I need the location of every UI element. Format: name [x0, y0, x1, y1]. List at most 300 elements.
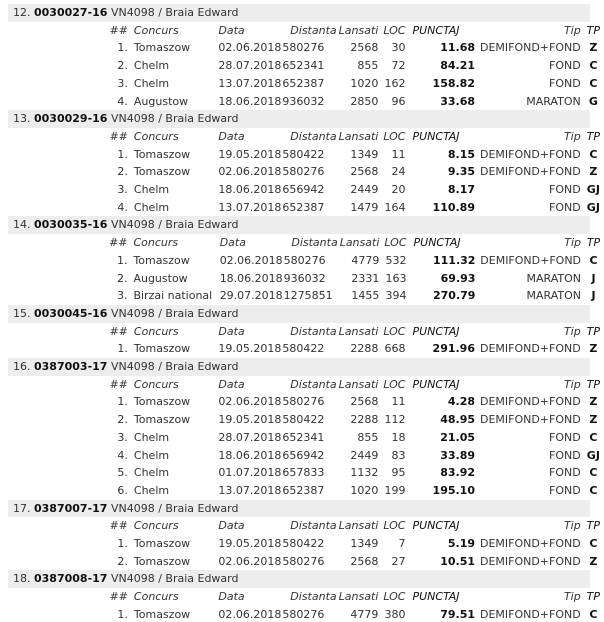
- table-row: [98, 270, 604, 288]
- col-punctaj: PUNCTAJ: [412, 324, 460, 338]
- ring-number: 0030045-16: [34, 306, 108, 320]
- results-table: [98, 376, 604, 500]
- loc-cell: 20: [391, 183, 406, 196]
- lansati-cell: 2568: [350, 41, 379, 55]
- col-tip: Tip: [563, 519, 581, 533]
- tp-cell: C: [589, 466, 598, 480]
- col-distanta: Distanta: [290, 519, 337, 533]
- lansati-cell: 2449: [350, 448, 379, 462]
- distanta-cell: 580276: [282, 165, 325, 179]
- data-cell: 29.07.2018: [219, 289, 283, 303]
- col-data: Data: [218, 129, 245, 143]
- col-tp: TP: [586, 590, 601, 604]
- col-data: Data: [218, 519, 245, 533]
- concurs-cell: Chelm: [133, 59, 170, 73]
- row-number: 3.: [117, 76, 128, 90]
- data-cell: 28.07.2018: [218, 430, 282, 444]
- section-owner: VN4098 / Braia Edward: [110, 572, 239, 586]
- tp-cell: Z: [589, 41, 598, 55]
- tip-cell: DEMIFOND+FOND: [479, 413, 581, 427]
- punctaj-cell: 33.68: [440, 94, 475, 108]
- punctaj-cell: 48.95: [440, 413, 475, 427]
- distanta-cell: 580276: [282, 41, 325, 55]
- table-header-row: [98, 128, 604, 146]
- tip-cell: FOND: [549, 59, 581, 73]
- row-number: 1.: [117, 147, 128, 161]
- tp-cell: C: [589, 253, 598, 267]
- table-row: [98, 163, 604, 181]
- loc-cell: 380: [384, 607, 406, 621]
- col-tp: TP: [586, 236, 601, 250]
- tp-cell: Z: [589, 342, 598, 356]
- tip-cell: MARATON: [526, 271, 582, 285]
- punctaj-cell: 270.79: [432, 289, 476, 303]
- loc-cell: 532: [385, 253, 407, 267]
- col-distanta: Distanta: [290, 324, 337, 338]
- data-cell: 18.06.2018: [218, 183, 282, 196]
- table-header-row: [98, 588, 604, 606]
- row-number: 2.: [117, 59, 128, 73]
- section-index: 18.: [13, 572, 31, 586]
- col-num: ##: [109, 23, 128, 37]
- row-number: 2.: [117, 165, 128, 179]
- section-header: [8, 358, 590, 376]
- concurs-cell: Chelm: [133, 466, 170, 480]
- tip-cell: MARATON: [526, 94, 581, 108]
- ring-number: 0030027-16: [34, 6, 108, 19]
- section-owner: VN4098 / Braia Edward: [110, 112, 239, 126]
- section-header: [8, 570, 590, 588]
- distanta-cell: 580276: [283, 253, 326, 267]
- table-header-row: [98, 376, 604, 394]
- table-header-row: [98, 234, 604, 252]
- loc-cell: 30: [391, 41, 406, 55]
- lansati-cell: 1349: [350, 147, 379, 161]
- distanta-cell: 652341: [282, 430, 325, 444]
- punctaj-cell: 111.32: [432, 253, 476, 267]
- distanta-cell: 580422: [282, 413, 325, 427]
- table-row: [98, 606, 604, 622]
- table-header-row: [98, 22, 604, 40]
- col-lansati: Lansati: [338, 129, 379, 143]
- ring-number: 0387008-17: [34, 572, 108, 586]
- section-header: [8, 305, 590, 323]
- col-data: Data: [218, 590, 245, 604]
- loc-cell: 72: [391, 59, 406, 73]
- row-number: 3.: [116, 289, 128, 303]
- concurs-cell: Birzai national: [133, 289, 213, 303]
- punctaj-cell: 33.89: [440, 448, 475, 462]
- col-punctaj: PUNCTAJ: [412, 23, 460, 37]
- data-cell: 02.06.2018: [218, 395, 282, 409]
- punctaj-cell: 158.82: [432, 76, 475, 90]
- data-cell: 02.06.2018: [218, 607, 282, 621]
- concurs-cell: Tomaszow: [133, 554, 191, 568]
- loc-cell: 199: [384, 483, 406, 497]
- lansati-cell: 4779: [351, 253, 380, 267]
- col-tp: TP: [586, 129, 601, 143]
- col-data: Data: [218, 324, 245, 338]
- punctaj-cell: 8.17: [447, 183, 475, 196]
- loc-cell: 164: [384, 200, 406, 214]
- section-index: 17.: [13, 501, 31, 515]
- col-concurs: Concurs: [133, 236, 179, 250]
- distanta-cell: 580276: [282, 395, 325, 409]
- concurs-cell: Tomaszow: [133, 253, 190, 267]
- loc-cell: 163: [385, 271, 407, 285]
- data-cell: 02.06.2018: [218, 41, 282, 55]
- col-num: ##: [109, 377, 128, 391]
- results-table: [98, 234, 604, 305]
- table-row: [98, 287, 604, 305]
- lansati-cell: 2568: [350, 165, 379, 179]
- col-loc: LOC: [384, 236, 407, 250]
- distanta-cell: 1275851: [283, 289, 333, 303]
- tp-cell: Z: [589, 413, 598, 427]
- row-number: 6.: [117, 483, 128, 497]
- tip-cell: MARATON: [526, 289, 582, 303]
- section-index: 15.: [13, 306, 31, 320]
- data-cell: 28.07.2018: [218, 59, 282, 73]
- tip-cell: DEMIFOND+FOND: [480, 253, 582, 267]
- col-punctaj: PUNCTAJ: [412, 377, 460, 391]
- punctaj-cell: 110.89: [432, 200, 475, 214]
- lansati-cell: 4779: [350, 607, 379, 621]
- results-table: [98, 128, 604, 217]
- lansati-cell: 2449: [350, 183, 379, 196]
- data-cell: 18.06.2018: [218, 94, 282, 108]
- lansati-cell: 2331: [351, 271, 380, 285]
- table-row: [98, 482, 604, 500]
- section-owner: VN4098 / Braia Edward: [110, 501, 239, 515]
- loc-cell: 11: [391, 147, 406, 161]
- concurs-cell: Tomaszow: [133, 41, 191, 55]
- concurs-cell: Chelm: [133, 200, 170, 214]
- tip-cell: FOND: [549, 448, 581, 462]
- punctaj-cell: 4.28: [447, 395, 475, 409]
- col-data: Data: [218, 377, 245, 391]
- punctaj-cell: 69.93: [440, 271, 476, 285]
- loc-cell: 83: [391, 448, 406, 462]
- distanta-cell: 656942: [282, 448, 325, 462]
- section-index: 13.: [13, 112, 31, 126]
- row-number: 4.: [117, 448, 128, 462]
- distanta-cell: 936032: [282, 94, 325, 108]
- tp-cell: C: [589, 607, 598, 621]
- col-data: Data: [218, 23, 245, 37]
- col-tip: Tip: [563, 377, 581, 391]
- tip-cell: FOND: [549, 430, 581, 444]
- section-owner: VN4098 / Braia Edward: [110, 218, 239, 232]
- lansati-cell: 2288: [350, 413, 379, 427]
- tp-cell: Z: [589, 395, 598, 409]
- data-cell: 13.07.2018: [218, 76, 282, 90]
- concurs-cell: Chelm: [133, 483, 170, 497]
- loc-cell: 95: [391, 466, 406, 480]
- row-number: 3.: [117, 183, 128, 196]
- col-num: ##: [109, 236, 128, 250]
- col-num: ##: [109, 590, 128, 604]
- concurs-cell: Tomaszow: [133, 537, 191, 550]
- punctaj-cell: 5.19: [447, 537, 475, 550]
- tip-cell: FOND: [549, 200, 581, 214]
- col-lansati: Lansati: [338, 23, 379, 37]
- lansati-cell: 2568: [350, 554, 379, 568]
- loc-cell: 394: [385, 289, 407, 303]
- tip-cell: FOND: [549, 483, 581, 497]
- section-index: 16.: [13, 360, 31, 373]
- loc-cell: 18: [391, 430, 406, 444]
- tip-cell: DEMIFOND+FOND: [479, 607, 581, 621]
- section-header: [8, 4, 590, 22]
- tp-cell: Z: [589, 554, 598, 568]
- row-number: 5.: [117, 466, 128, 480]
- col-tp: TP: [586, 23, 601, 37]
- col-concurs: Concurs: [133, 519, 179, 533]
- data-cell: 13.07.2018: [218, 200, 282, 214]
- loc-cell: 96: [391, 94, 406, 108]
- col-tp: TP: [586, 519, 601, 533]
- col-distanta: Distanta: [290, 377, 337, 391]
- table-row: [98, 252, 604, 270]
- table-row: [98, 393, 604, 411]
- col-tip: Tip: [564, 236, 582, 250]
- row-number: 3.: [117, 430, 128, 444]
- distanta-cell: 657833: [282, 466, 325, 480]
- col-tp: TP: [586, 377, 601, 391]
- concurs-cell: Tomaszow: [133, 413, 191, 427]
- concurs-cell: Tomaszow: [133, 607, 191, 621]
- col-punctaj: PUNCTAJ: [412, 129, 460, 143]
- table-row: [98, 39, 604, 57]
- distanta-cell: 580422: [282, 147, 325, 161]
- table-header-row: [98, 323, 604, 341]
- data-cell: 18.06.2018: [218, 448, 282, 462]
- concurs-cell: Tomaszow: [133, 147, 191, 161]
- concurs-cell: Tomaszow: [133, 342, 191, 356]
- tp-cell: G: [588, 94, 598, 108]
- col-num: ##: [109, 324, 128, 338]
- punctaj-cell: 83.92: [440, 466, 475, 480]
- col-loc: LOC: [383, 23, 406, 37]
- col-distanta: Distanta: [290, 23, 337, 37]
- lansati-cell: 855: [357, 59, 379, 73]
- punctaj-cell: 10.51: [440, 554, 475, 568]
- lansati-cell: 1020: [350, 483, 379, 497]
- tp-cell: GJ: [586, 448, 600, 462]
- lansati-cell: 2850: [350, 94, 379, 108]
- row-number: 1.: [117, 537, 128, 550]
- data-cell: 19.05.2018: [218, 342, 282, 356]
- section-owner: VN4098 / Braia Edward: [110, 306, 239, 320]
- loc-cell: 27: [391, 554, 406, 568]
- col-tip: Tip: [563, 324, 581, 338]
- col-concurs: Concurs: [133, 377, 179, 391]
- results-table: [98, 517, 604, 570]
- table-row: [98, 447, 604, 465]
- col-loc: LOC: [383, 129, 406, 143]
- concurs-cell: Tomaszow: [133, 395, 191, 409]
- section-header: [8, 216, 590, 234]
- table-row: [98, 181, 604, 199]
- tip-cell: DEMIFOND+FOND: [479, 165, 581, 179]
- row-number: 1.: [117, 395, 128, 409]
- distanta-cell: 652387: [282, 483, 325, 497]
- table-row: [98, 57, 604, 75]
- punctaj-cell: 9.35: [447, 165, 475, 179]
- punctaj-cell: 79.51: [440, 607, 475, 621]
- lansati-cell: 1020: [350, 76, 379, 90]
- col-lansati: Lansati: [338, 324, 379, 338]
- loc-cell: 162: [384, 76, 406, 90]
- tip-cell: DEMIFOND+FOND: [479, 554, 581, 568]
- punctaj-cell: 291.96: [432, 342, 475, 356]
- col-distanta: Distanta: [290, 129, 337, 143]
- distanta-cell: 580422: [282, 342, 325, 356]
- row-number: 2.: [117, 554, 128, 568]
- results-table: [98, 588, 604, 622]
- loc-cell: 11: [391, 395, 406, 409]
- col-lansati: Lansati: [338, 377, 379, 391]
- data-cell: 19.05.2018: [218, 537, 282, 550]
- row-number: 1.: [117, 41, 128, 55]
- section-header: [8, 110, 590, 128]
- col-loc: LOC: [383, 590, 406, 604]
- row-number: 2.: [116, 271, 128, 285]
- lansati-cell: 1132: [350, 466, 379, 480]
- lansati-cell: 855: [357, 430, 379, 444]
- concurs-cell: Chelm: [133, 448, 170, 462]
- col-concurs: Concurs: [133, 23, 179, 37]
- loc-cell: 7: [398, 537, 406, 550]
- col-lansati: Lansati: [339, 236, 380, 250]
- row-number: 1.: [117, 342, 128, 356]
- tp-cell: C: [589, 430, 598, 444]
- lansati-cell: 1349: [350, 537, 379, 550]
- table-row: [98, 411, 604, 429]
- col-punctaj: PUNCTAJ: [412, 519, 460, 533]
- concurs-cell: Chelm: [133, 76, 170, 90]
- tip-cell: DEMIFOND+FOND: [479, 537, 581, 550]
- data-cell: 02.06.2018: [219, 253, 283, 267]
- col-num: ##: [109, 519, 128, 533]
- section-index: 14.: [13, 218, 31, 232]
- table-row: [98, 93, 604, 111]
- col-distanta: Distanta: [291, 236, 338, 250]
- col-lansati: Lansati: [338, 519, 379, 533]
- tp-cell: GJ: [586, 183, 600, 196]
- col-data: Data: [219, 236, 246, 250]
- col-lansati: Lansati: [338, 590, 379, 604]
- data-cell: 19.05.2018: [218, 413, 282, 427]
- tip-cell: FOND: [549, 183, 581, 196]
- row-number: 1.: [117, 607, 128, 621]
- tip-cell: FOND: [549, 76, 581, 90]
- row-number: 4.: [117, 94, 128, 108]
- punctaj-cell: 8.15: [447, 147, 475, 161]
- data-cell: 19.05.2018: [218, 147, 282, 161]
- tip-cell: DEMIFOND+FOND: [479, 342, 581, 356]
- section-index: 12.: [13, 6, 31, 19]
- tip-cell: FOND: [549, 466, 581, 480]
- data-cell: 13.07.2018: [218, 483, 282, 497]
- concurs-cell: Chelm: [133, 183, 170, 196]
- row-number: 4.: [117, 200, 128, 214]
- row-number: 1.: [116, 253, 128, 267]
- table-row: [98, 535, 604, 553]
- col-tip: Tip: [563, 590, 581, 604]
- punctaj-cell: 195.10: [432, 483, 475, 497]
- distanta-cell: 652341: [282, 59, 325, 73]
- col-tp: TP: [586, 324, 601, 338]
- distanta-cell: 580276: [282, 607, 325, 621]
- table-row: [98, 146, 604, 164]
- ring-number: 0387003-17: [34, 360, 108, 373]
- ring-number: 0030029-16: [34, 112, 108, 126]
- tp-cell: C: [589, 483, 598, 497]
- table-row: [98, 340, 604, 358]
- tip-cell: DEMIFOND+FOND: [479, 395, 581, 409]
- lansati-cell: 2568: [350, 395, 379, 409]
- table-header-row: [98, 517, 604, 535]
- lansati-cell: 2288: [350, 342, 379, 356]
- tp-cell: C: [589, 147, 598, 161]
- data-cell: 02.06.2018: [218, 165, 282, 179]
- tp-cell: C: [589, 76, 598, 90]
- row-number: 2.: [117, 413, 128, 427]
- col-concurs: Concurs: [133, 590, 179, 604]
- tp-cell: Z: [589, 165, 598, 179]
- data-cell: 01.07.2018: [218, 466, 282, 480]
- table-row: [98, 553, 604, 571]
- lansati-cell: 1479: [350, 200, 379, 214]
- data-cell: 18.06.2018: [219, 271, 283, 285]
- results-table: [98, 323, 604, 358]
- col-tip: Tip: [563, 23, 581, 37]
- punctaj-cell: 84.21: [440, 59, 475, 73]
- col-concurs: Concurs: [133, 324, 179, 338]
- concurs-cell: Augustow: [133, 271, 188, 285]
- data-cell: 02.06.2018: [218, 554, 282, 568]
- section-header: [8, 500, 590, 518]
- ring-number: 0030035-16: [34, 218, 108, 232]
- distanta-cell: 580422: [282, 537, 325, 550]
- distanta-cell: 936032: [283, 271, 326, 285]
- tip-cell: DEMIFOND+FOND: [479, 147, 581, 161]
- tp-cell: J: [591, 271, 596, 285]
- table-row: [98, 464, 604, 482]
- tp-cell: J: [591, 289, 596, 303]
- table-row: [98, 75, 604, 93]
- ring-number: 0387007-17: [34, 501, 108, 515]
- concurs-cell: Chelm: [133, 430, 170, 444]
- distanta-cell: 652387: [282, 200, 325, 214]
- concurs-cell: Tomaszow: [133, 165, 191, 179]
- col-tip: Tip: [563, 129, 581, 143]
- distanta-cell: 652387: [282, 76, 325, 90]
- tip-cell: DEMIFOND+FOND: [479, 41, 581, 55]
- section-owner: VN4098 / Braia Edward: [110, 6, 239, 19]
- section-owner: VN4098 / Braia Edward: [110, 360, 239, 373]
- col-loc: LOC: [383, 519, 406, 533]
- col-punctaj: PUNCTAJ: [412, 590, 460, 604]
- col-num: ##: [109, 129, 128, 143]
- loc-cell: 668: [384, 342, 406, 356]
- tp-cell: C: [589, 59, 598, 73]
- distanta-cell: 656942: [282, 183, 325, 196]
- col-concurs: Concurs: [133, 129, 179, 143]
- results-table: [98, 22, 604, 111]
